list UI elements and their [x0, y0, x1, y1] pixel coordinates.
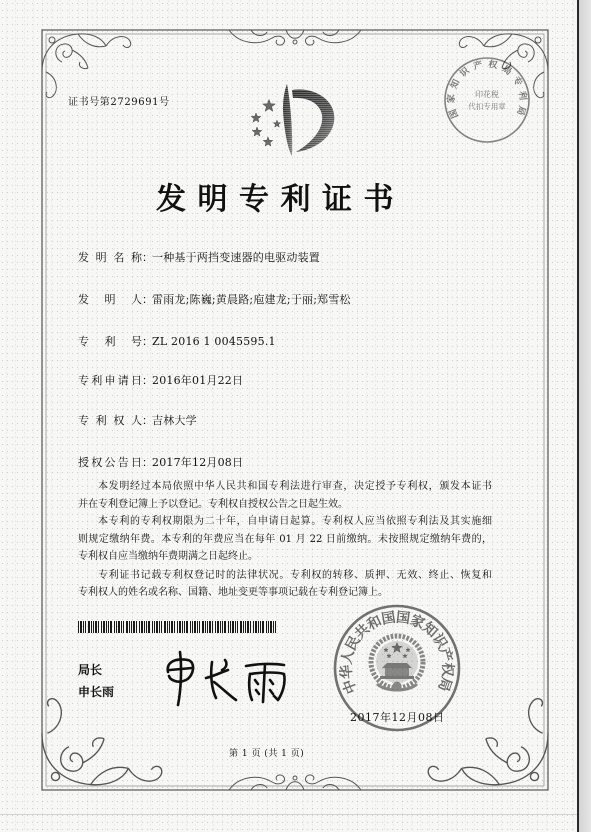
- field-label-char: 人: [131, 293, 142, 306]
- field-separator: ：: [142, 414, 153, 427]
- signature-stroke: [263, 664, 265, 702]
- field-label-char: 号: [131, 335, 142, 348]
- field-label-char: 日: [131, 374, 142, 387]
- stamp-duty-seal-ring-textpath: 国家知识产权局专利局: [446, 59, 528, 120]
- field-label-char: 利: [104, 335, 116, 348]
- field-value: 吉林大学: [152, 414, 197, 427]
- field-separator: ：: [142, 335, 153, 348]
- certificate-number: 证书号第2729691号: [68, 97, 170, 108]
- field-label-char: 明: [95, 251, 107, 264]
- signature-stroke: [214, 682, 236, 700]
- body-paragraph-2-line-1: 本专利的专利权期限为二十年，自申请日起算。专利权人应当依照专利法及其实施细: [98, 516, 492, 527]
- signature-stroke: [222, 660, 226, 670]
- director-title: 局长: [78, 663, 103, 677]
- emblem-gate-base: [380, 676, 414, 679]
- body-paragraph-1-line-2: 并在专利登记簿上予以登记。专利权自授权公告之日起生效。: [78, 499, 348, 510]
- field-label-char: 明: [104, 293, 116, 306]
- body-paragraph-2-line-3: 专利权自应当缴纳年费期满之日起终止。: [78, 551, 258, 562]
- field-label-char: 发: [78, 251, 89, 264]
- page-footer: 第 1 页 (共 1 页): [229, 749, 305, 759]
- signature-stroke: [256, 690, 259, 694]
- director-name: 申长雨: [78, 685, 115, 699]
- national-emblem-icon: [371, 636, 423, 691]
- field-label-char: 人: [130, 414, 142, 427]
- stamp-duty-seal-inner-line-1: 印花税: [475, 90, 499, 99]
- body-paragraph-3-line-2: 专利权人的姓名或名称、国籍、地址变更等事项记载在专利登记簿上。: [78, 587, 388, 598]
- field-label-char: 权: [113, 414, 125, 427]
- signature-stroke: [211, 662, 216, 698]
- field-value: 一种基于两挡变速器的电驱动装置: [152, 251, 320, 264]
- body-paragraph-1-line-1: 本发明经过本局依照中华人民共和国专利法进行审查，决定授予专利权，颁发本证书: [98, 481, 492, 492]
- field-label-char: 名: [113, 251, 125, 264]
- field-label-char: 日: [131, 456, 142, 469]
- field-label-char: 发: [78, 293, 89, 306]
- signature-stroke: [206, 670, 228, 678]
- field-label-char: 公: [104, 456, 116, 469]
- field-label-char: 权: [91, 456, 103, 469]
- office-seal-ring-textpath: 中华人民共和国国家知识产权局: [338, 609, 456, 696]
- field-label-char: 授: [78, 456, 89, 469]
- office-seal: [335, 606, 459, 730]
- page-title: 发明专利证书: [156, 182, 405, 217]
- director-signature: [168, 652, 285, 705]
- stamp-duty-seal-ring: [445, 58, 529, 142]
- field-label-char: 利: [95, 414, 107, 427]
- body-paragraph-3-line-1: 专利证书记载专利权登记时的法律状况。专利权的转移、质押、无效、终止、恢复和: [98, 570, 492, 581]
- field-value: 雷雨龙;陈巍;黄晨路;庖建龙;于丽;郑雪松: [152, 293, 351, 306]
- field-value: 2017年12月08日: [152, 456, 244, 469]
- field-separator: ：: [142, 456, 153, 469]
- emblem-gate-body: [385, 668, 409, 676]
- stamp-duty-seal-inner-line-2: 代扣专用章: [468, 102, 506, 111]
- signature-stroke: [255, 680, 258, 684]
- field-label-char: 请: [117, 374, 129, 387]
- field-separator: ：: [142, 251, 153, 264]
- emblem-gate-roof: [382, 663, 412, 668]
- signature-stroke: [270, 680, 273, 684]
- field-label-char: 专: [78, 414, 89, 427]
- field-value: ZL 2016 1 0045595.1: [152, 335, 276, 348]
- field-label-char: 申: [104, 374, 116, 387]
- seal-date: 2017年12月08日: [350, 711, 445, 724]
- field-separator: ：: [142, 374, 153, 387]
- field-label-char: 称: [130, 251, 142, 264]
- body-paragraph-2-line-2: 则规定缴纳年费。本专利的年费应当在每年 01 月 22 日前缴纳。未按照规定缴纳年费的，: [78, 534, 492, 545]
- field-label-char: 专: [78, 335, 89, 348]
- signature-stroke: [250, 673, 285, 701]
- field-label-char: 告: [117, 456, 129, 469]
- scan-edge-strip: [579, 0, 591, 832]
- field-label-char: 利: [91, 374, 103, 387]
- signature-stroke: [270, 690, 273, 694]
- field-value: 2016年01月22日: [152, 374, 244, 387]
- field-separator: ：: [142, 293, 153, 306]
- stamp-duty-seal: [445, 58, 529, 142]
- signature-stroke: [249, 674, 252, 700]
- field-label-char: 专: [78, 374, 89, 387]
